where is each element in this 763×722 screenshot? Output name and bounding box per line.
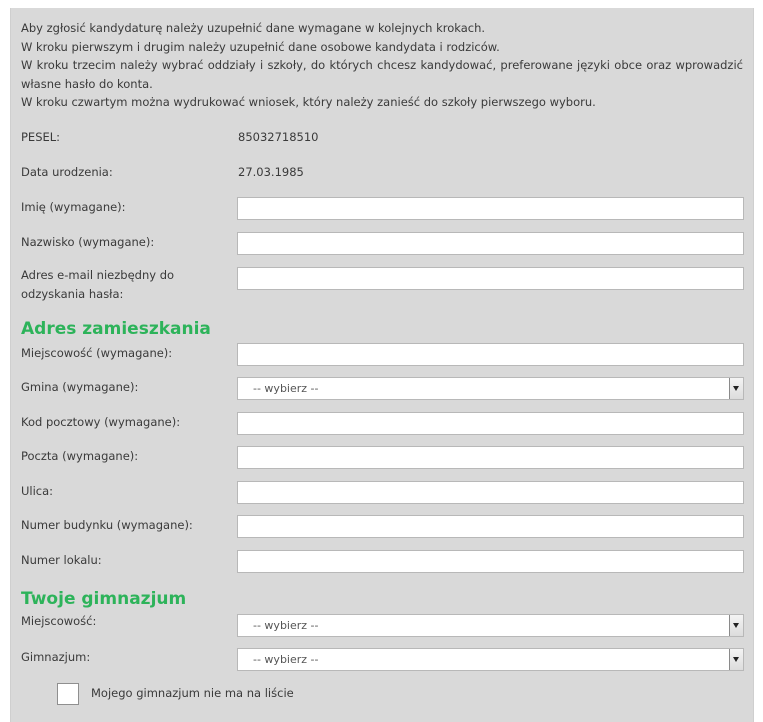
email-label: Adres e-mail niezbędny do odzyskania hasła: — [21, 268, 175, 301]
intro-line-1: Aby zgłosić kandydaturę należy uzupełnić dane wymagane w kolejnych krokach. — [21, 21, 486, 35]
commune-selected-value: -- wybierz -- — [253, 382, 319, 395]
commune-select[interactable] — [237, 377, 744, 400]
last-name-input[interactable] — [237, 232, 744, 255]
address-section-title: Adres zamieszkania — [21, 319, 211, 339]
school-city-selected-value: -- wybierz -- — [253, 619, 319, 632]
apartment-number-label: Numer lokalu: — [21, 553, 102, 567]
intro-text — [21, 19, 743, 112]
school-not-listed-checkbox[interactable] — [57, 683, 79, 705]
school-selected-value: -- wybierz -- — [253, 653, 319, 666]
school-city-label: Miejscowość: — [21, 614, 97, 628]
building-number-input[interactable] — [237, 515, 744, 538]
email-input[interactable] — [237, 267, 744, 290]
chevron-down-icon[interactable] — [729, 649, 743, 670]
city-input[interactable] — [237, 343, 744, 366]
pesel-label: PESEL: — [21, 130, 61, 144]
school-not-listed-label[interactable]: Mojego gimnazjum nie ma na liście — [91, 686, 294, 700]
last-name-label: Nazwisko (wymagane): — [21, 235, 155, 249]
school-section-title: Twoje gimnazjum — [21, 589, 187, 609]
first-name-input[interactable] — [237, 197, 744, 220]
birth-date-value: 27.03.1985 — [238, 165, 304, 179]
chevron-down-icon[interactable] — [729, 615, 743, 636]
building-number-label: Numer budynku (wymagane): — [21, 518, 193, 532]
registration-form — [10, 8, 754, 722]
post-office-label: Poczta (wymagane): — [21, 449, 139, 463]
postcode-label: Kod pocztowy (wymagane): — [21, 415, 181, 429]
birth-date-label: Data urodzenia: — [21, 165, 113, 179]
intro-line-3: W kroku trzecim należy wybrać oddziały i szkoły, do których chcesz kandydować, preferowane języki obce oraz wprowadzić własne hasło do konta. — [21, 58, 743, 91]
street-input[interactable] — [237, 481, 744, 504]
post-office-input[interactable] — [237, 446, 744, 469]
intro-line-4: W kroku czwartym można wydrukować wniosek, który należy zanieść do szkoły pierwszego wyboru. — [21, 95, 596, 110]
apartment-number-input[interactable] — [237, 550, 744, 573]
pesel-value: 85032718510 — [238, 130, 319, 144]
chevron-down-icon[interactable] — [729, 378, 743, 399]
school-city-select[interactable] — [237, 614, 744, 637]
school-label: Gimnazjum: — [21, 650, 91, 664]
street-label: Ulica: — [21, 484, 54, 498]
school-select[interactable] — [237, 648, 744, 671]
intro-line-2: W kroku pierwszym i drugim należy uzupełnić dane osobowe kandydata i rodziców. — [21, 39, 500, 54]
first-name-label: Imię (wymagane): — [21, 200, 126, 214]
city-label: Miejscowość (wymagane): — [21, 346, 173, 360]
postcode-input[interactable] — [237, 412, 744, 435]
commune-label: Gmina (wymagane): — [21, 380, 139, 394]
